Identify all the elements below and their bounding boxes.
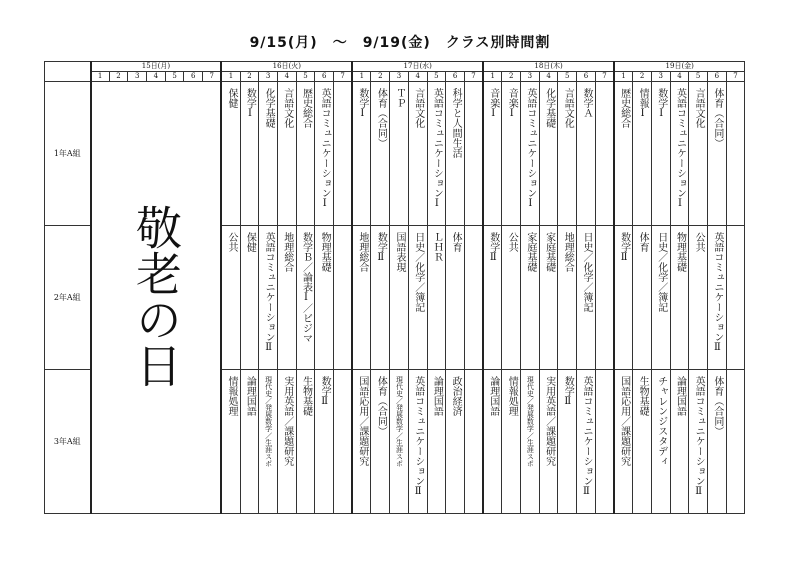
lesson-cell xyxy=(240,82,259,226)
period-number: 5 xyxy=(296,72,315,82)
period-number: 4 xyxy=(147,72,166,82)
subject-label: 英語コミュニケーションⅡ xyxy=(711,232,723,353)
subject-label: 論理国語 xyxy=(431,376,443,416)
lesson-cell xyxy=(521,370,540,514)
lesson-cell xyxy=(521,82,540,226)
lesson-cell xyxy=(539,226,558,370)
lesson-cell xyxy=(595,82,614,226)
subject-label: 数学Ⅱ xyxy=(562,376,574,407)
lesson-cell xyxy=(259,82,278,226)
period-number: 2 xyxy=(109,72,128,82)
lesson-cell xyxy=(277,370,296,514)
page-title: 9/15(月) ～ 9/19(金) クラス別時間割 xyxy=(249,35,551,51)
subject-label: 数学Ⅱ xyxy=(618,232,630,263)
lesson-cell xyxy=(221,226,240,370)
subject-label: 生物基礎 xyxy=(300,376,312,416)
subject-label: 国語表現 xyxy=(394,232,405,272)
subject-label: 国語応用／課題研究 xyxy=(356,376,368,466)
subject-label: 保健 xyxy=(244,232,256,252)
subject-label: 英語コミュニケーションⅡ xyxy=(263,232,275,353)
lesson-cell xyxy=(390,370,409,514)
lesson-cell xyxy=(277,82,296,226)
period-number: 6 xyxy=(315,72,334,82)
period-number: 4 xyxy=(670,72,689,82)
lesson-cell xyxy=(371,370,390,514)
subject-label: 物理基礎 xyxy=(674,232,686,272)
period-number: 3 xyxy=(521,72,540,82)
subject-label: 情報Ⅰ xyxy=(637,88,649,119)
lesson-cell xyxy=(315,82,334,226)
subject-label: 英語コミュニケーションⅠ xyxy=(431,88,443,209)
subject-label: 体育 xyxy=(450,232,462,252)
subject-label: 体育（合同） xyxy=(711,88,723,148)
subject-label: 生物基礎 xyxy=(637,376,649,416)
lesson-cell xyxy=(296,370,315,514)
lesson-cell xyxy=(633,370,652,514)
lesson-cell xyxy=(352,82,371,226)
lesson-cell xyxy=(614,370,633,514)
lesson-cell xyxy=(670,370,689,514)
subject-label: 言語文化 xyxy=(412,88,424,128)
subject-label: 情報処理 xyxy=(225,376,237,416)
lesson-cell xyxy=(670,82,689,226)
subject-label: 国語応用／課題研究 xyxy=(618,376,630,466)
class-name: 2年A組 xyxy=(45,226,91,370)
subject-label: 英語コミュニケーションⅡ xyxy=(412,376,424,497)
lesson-cell xyxy=(502,370,521,514)
period-number: 6 xyxy=(708,72,727,82)
lesson-cell xyxy=(689,226,708,370)
period-number: 6 xyxy=(446,72,465,82)
lesson-cell xyxy=(240,370,259,514)
lesson-cell xyxy=(464,82,483,226)
lesson-cell xyxy=(296,82,315,226)
subject-label: 地理総合 xyxy=(356,232,368,272)
lesson-cell xyxy=(371,82,390,226)
subject-label: チャレンジスタディ xyxy=(655,376,667,466)
subject-label: 数学Ⅰ xyxy=(655,88,667,119)
period-number: 4 xyxy=(408,72,427,82)
period-number: 7 xyxy=(464,72,483,82)
lesson-cell xyxy=(708,370,727,514)
lesson-cell xyxy=(334,226,353,370)
lesson-cell xyxy=(558,226,577,370)
lesson-cell xyxy=(277,226,296,370)
subject-label: 数学Ⅰ xyxy=(244,88,256,119)
period-number: 2 xyxy=(240,72,259,82)
lesson-cell xyxy=(221,370,240,514)
subject-label: 体育（合同） xyxy=(711,376,723,436)
lesson-cell xyxy=(689,82,708,226)
lesson-cell xyxy=(408,226,427,370)
subject-label: 体育（合同） xyxy=(375,88,387,148)
lesson-cell xyxy=(670,226,689,370)
subject-label: 論理国語 xyxy=(244,376,256,416)
day-header: 18日(木) xyxy=(483,62,614,72)
lesson-cell xyxy=(595,226,614,370)
lesson-cell xyxy=(577,226,596,370)
lesson-cell xyxy=(240,226,259,370)
period-number: 7 xyxy=(595,72,614,82)
subject-label: ＴＰ xyxy=(394,88,405,108)
subject-label: 数学Ⅱ xyxy=(375,232,387,263)
subject-label: 実用英語／課題研究 xyxy=(543,376,555,466)
lesson-cell xyxy=(651,82,670,226)
lesson-cell xyxy=(408,82,427,226)
lesson-cell xyxy=(259,370,278,514)
lesson-cell xyxy=(558,370,577,514)
lesson-cell xyxy=(708,226,727,370)
subject-label: 科学と人間生活 xyxy=(450,88,462,158)
period-number: 4 xyxy=(539,72,558,82)
lesson-cell xyxy=(352,370,371,514)
subject-label: 論理国語 xyxy=(487,376,499,416)
subject-label: 数学Ⅱ xyxy=(487,232,499,263)
timetable xyxy=(44,61,745,514)
period-number: 2 xyxy=(371,72,390,82)
period-number: 4 xyxy=(277,72,296,82)
subject-label: 家庭基礎 xyxy=(543,232,555,272)
subject-label: 実用英語／課題研究 xyxy=(281,376,293,466)
subject-label: 日史／化学／簿記 xyxy=(655,232,667,312)
subject-label: 情報処理 xyxy=(506,376,518,416)
lesson-cell xyxy=(558,82,577,226)
lesson-cell xyxy=(315,226,334,370)
subject-label: 公共 xyxy=(506,232,518,252)
subject-label: 数学Ⅰ xyxy=(356,88,368,119)
period-number: 1 xyxy=(221,72,240,82)
subject-label: 化学基礎 xyxy=(263,88,275,128)
subject-label: 言語文化 xyxy=(562,88,574,128)
subject-label: 言語文化 xyxy=(693,88,705,128)
period-number: 5 xyxy=(165,72,184,82)
lesson-cell xyxy=(352,226,371,370)
lesson-cell xyxy=(334,370,353,514)
lesson-cell xyxy=(483,370,502,514)
lesson-cell xyxy=(464,370,483,514)
subject-label: 政治経済 xyxy=(450,376,462,416)
lesson-cell xyxy=(502,82,521,226)
corner-cell xyxy=(45,62,91,82)
holiday-label: 敬老の日 xyxy=(128,203,183,388)
lesson-cell xyxy=(577,82,596,226)
lesson-cell xyxy=(259,226,278,370)
period-number: 1 xyxy=(91,72,110,82)
lesson-cell xyxy=(446,82,465,226)
lesson-cell xyxy=(221,82,240,226)
lesson-cell xyxy=(427,226,446,370)
subject-label: 数学Ａ xyxy=(580,88,592,118)
holiday-cell xyxy=(91,82,222,514)
lesson-cell xyxy=(502,226,521,370)
subject-label: 保健 xyxy=(225,88,237,108)
subject-label: 英語コミュニケーションⅡ xyxy=(580,376,592,497)
subject-label: 英語コミュニケーションⅡ xyxy=(693,376,705,497)
period-number: 6 xyxy=(184,72,203,82)
subject-label: 地理総合 xyxy=(562,232,574,272)
period-number: 1 xyxy=(614,72,633,82)
subject-label: 日史／化学／簿記 xyxy=(580,232,592,312)
subject-label: 体育 xyxy=(637,232,649,252)
lesson-cell xyxy=(521,226,540,370)
lesson-cell xyxy=(689,370,708,514)
lesson-cell xyxy=(483,82,502,226)
subject-label: 日史／化学／簿記 xyxy=(412,232,424,312)
lesson-cell xyxy=(483,226,502,370)
period-number: 1 xyxy=(352,72,371,82)
subject-label: 家庭基礎 xyxy=(524,232,536,272)
lesson-cell xyxy=(427,370,446,514)
period-number: 5 xyxy=(427,72,446,82)
period-number: 2 xyxy=(633,72,652,82)
lesson-cell xyxy=(390,82,409,226)
subject-label: 論理国語 xyxy=(674,376,686,416)
subject-label: 公共 xyxy=(693,232,705,252)
subject-label: 言語文化 xyxy=(281,88,293,128)
lesson-cell xyxy=(539,82,558,226)
lesson-cell xyxy=(371,226,390,370)
subject-label: 歴史総合 xyxy=(618,88,630,128)
subject-label: 現代史／発展数学／生涯スポ xyxy=(395,376,404,467)
lesson-cell xyxy=(726,82,745,226)
lesson-cell xyxy=(708,82,727,226)
period-number: 3 xyxy=(651,72,670,82)
lesson-cell xyxy=(577,370,596,514)
subject-label: 公共 xyxy=(225,232,237,252)
lesson-cell xyxy=(614,82,633,226)
subject-label: 数学Ⅱ xyxy=(319,376,331,407)
period-number: 2 xyxy=(502,72,521,82)
class-name: 3年A組 xyxy=(45,370,91,514)
period-number: 7 xyxy=(726,72,745,82)
subject-label: 音楽Ⅰ xyxy=(487,88,499,119)
lesson-cell xyxy=(390,226,409,370)
period-number: 3 xyxy=(390,72,409,82)
lesson-cell xyxy=(427,82,446,226)
day-header: 16日(火) xyxy=(221,62,352,72)
subject-label: 化学基礎 xyxy=(543,88,555,128)
subject-label: 現代史／発展数学／生涯スポ xyxy=(526,376,535,467)
day-header: 19日(金) xyxy=(614,62,745,72)
lesson-cell xyxy=(595,370,614,514)
subject-label: ＬＨＲ xyxy=(431,232,443,262)
period-number: 6 xyxy=(577,72,596,82)
lesson-cell xyxy=(464,226,483,370)
period-number: 3 xyxy=(259,72,278,82)
lesson-cell xyxy=(651,226,670,370)
day-header: 17日(水) xyxy=(352,62,483,72)
lesson-cell xyxy=(651,370,670,514)
subject-label: 英語コミュニケーションⅠ xyxy=(674,88,686,209)
lesson-cell xyxy=(614,226,633,370)
lesson-cell xyxy=(539,370,558,514)
period-number: 5 xyxy=(689,72,708,82)
subject-label: 英語コミュニケーションⅠ xyxy=(319,88,331,209)
period-number: 1 xyxy=(483,72,502,82)
lesson-cell xyxy=(633,82,652,226)
subject-label: 音楽Ⅰ xyxy=(506,88,518,119)
period-number: 7 xyxy=(203,72,222,82)
period-number: 3 xyxy=(128,72,147,82)
lesson-cell xyxy=(315,370,334,514)
lesson-cell xyxy=(446,370,465,514)
period-number: 5 xyxy=(558,72,577,82)
lesson-cell xyxy=(446,226,465,370)
lesson-cell xyxy=(633,226,652,370)
subject-label: 英語コミュニケーションⅠ xyxy=(524,88,536,209)
subject-label: 物理基礎 xyxy=(319,232,331,272)
lesson-cell xyxy=(334,82,353,226)
lesson-cell xyxy=(726,370,745,514)
lesson-cell xyxy=(726,226,745,370)
subject-label: 体育（合同） xyxy=(375,376,387,436)
class-name: 1年A組 xyxy=(45,82,91,226)
subject-label: 地理総合 xyxy=(281,232,293,272)
lesson-cell xyxy=(296,226,315,370)
lesson-cell xyxy=(408,370,427,514)
subject-label: 歴史総合 xyxy=(300,88,312,128)
subject-label: 現代史／発展数学／生涯スポ xyxy=(264,376,273,467)
day-header: 15日(月) xyxy=(91,62,222,72)
subject-label: 数学Ｂ／論表Ⅰ／ビジマ xyxy=(300,232,312,343)
period-number: 7 xyxy=(334,72,353,82)
